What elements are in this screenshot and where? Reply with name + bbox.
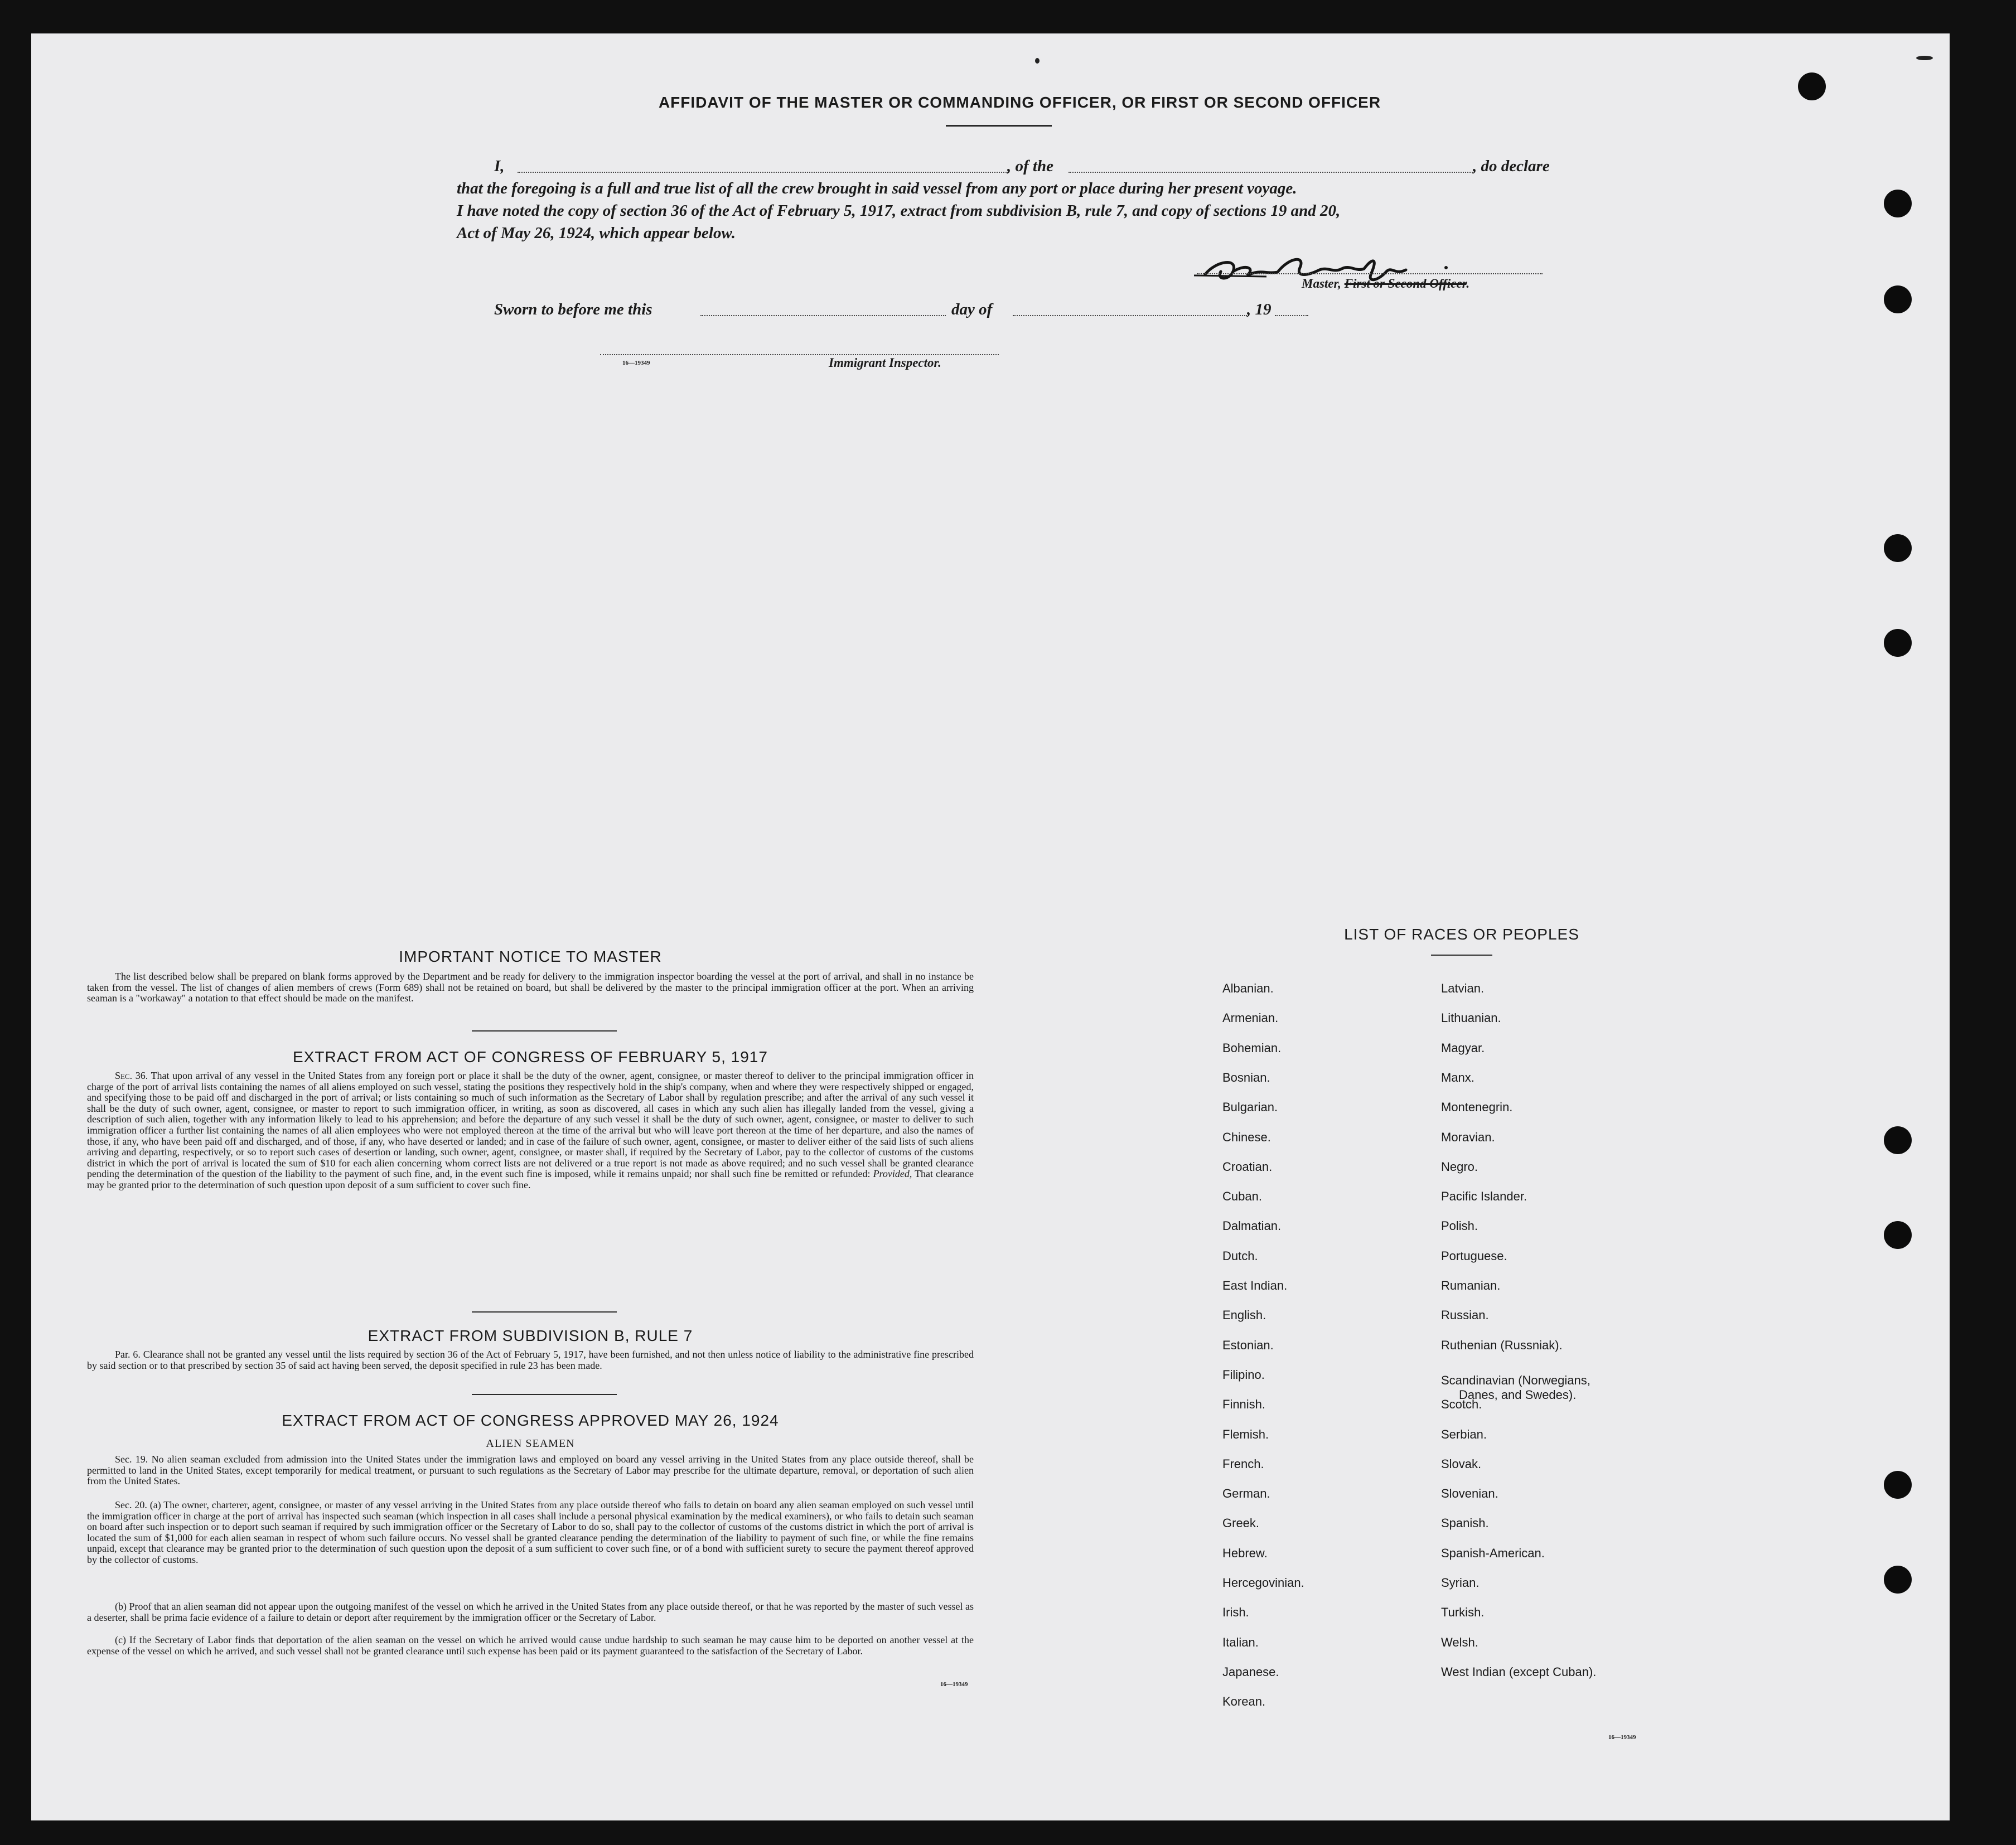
sec-20b-text: (b) Proof that an alien seaman did not appear upon the outgoing manifest of the vessel on which he arrived in the United States from any place outside thereof, or that he was reported by the master of such vessel as a deserter, shall be prima facie evidence of a failure to detain or deport after requirement by the immigration officer or the Secretary of Labor. bbox=[87, 1601, 974, 1623]
race-item: Greek. bbox=[1222, 1516, 1260, 1531]
race-item: Korean. bbox=[1222, 1694, 1266, 1709]
race-item: Irish. bbox=[1222, 1605, 1249, 1620]
race-item: Dutch. bbox=[1222, 1248, 1258, 1263]
race-item: German. bbox=[1222, 1486, 1270, 1501]
sec-36-body: That upon arrival of any vessel in the United States from any foreign port or place it shall be the duty of the owner, agent, consignee, or master thereof to deliver to the principal immigration officer in charge of the port of arrival lists containing the names of all aliens employed on such vessel, stating the positions they respectively hold in the ship's company, when and where they were respectively shipped or engaged, and specifying those to be paid off and discharged in the port of arrival; or lists containing so much of such information as the Secretary of Labor shall by regulation prescribe; and after the arrival of any such vessel it shall be the duty of such owner, agent, consignee, or master to report to such immigration officer, in writing, as soon as discovered, all cases in which any such alien has illegally landed from the vessel, giving a description of such alien, together with any information likely to lead to his apprehension; and before the departure of any such vessel it shall be the duty of such owner, agent, consignee, or master to deliver to such immigration officer a further list containing the names of all alien employees who were not employed thereon at the time of the arrival but who will leave port thereon at the time of her departure, and also the names of those, if any, who have been paid off and discharged, and of those, if any, who have deserted or landed; and in case of the failure of such owner, agent, consignee, or master to deliver either of the said lists of such aliens arriving and departing, respectively, or so to report such cases of desertion or landing, such owner, agent, consignee, or master shall, if required by the Secretary of Labor, pay to the collector of customs of the customs district in which the port of arrival is located the sum of $10 for each alien concerning whom correct lists are not delivered or a true report is not made as above required; and no such vessel shall be granted clearance pending the determination of the question of the liability to the payment of such fine, and, in the event such fine is imposed, while it remains unpaid; nor shall such fine be remitted or refunded: bbox=[87, 1070, 974, 1180]
races-title-underline bbox=[1431, 955, 1492, 956]
race-item: Syrian. bbox=[1441, 1576, 1480, 1590]
section-divider bbox=[472, 1394, 617, 1395]
affidavit-line-3: I have noted the copy of section 36 of the Act of February 5, 1917, extract from subdivision B, rule 7, and copy of sections 19 and 20, bbox=[457, 202, 1341, 220]
notice-text: The list described below shall be prepared on blank forms approved by the Department and be ready for delivery to the immigration inspector boarding the vessel at the port of arrival, and shall in no instance be taken from the vessel. The list of changes of alien members of crews (Form 689) shall not be retained on board, but shall be delivered by the master to the principal immigration officer at the port. When an arriving seaman is a "workaway" a notation to that effect should be made on the manifest. bbox=[87, 971, 974, 1004]
signature-line bbox=[1197, 273, 1543, 274]
sworn-year-blank bbox=[1275, 315, 1308, 316]
affidavit-form-number: 16—19349 bbox=[622, 360, 650, 366]
race-item: Flemish. bbox=[1222, 1427, 1269, 1441]
notice-heading: IMPORTANT NOTICE TO MASTER bbox=[399, 948, 662, 965]
sec-20a-text: Sec. 20. (a) The owner, charterer, agent, consignee, or master of any vessel arriving in the United States from any place outside thereof who fails to detain on board any alien seaman employed on such vessel until the immigration officer in charge at the port of arrival has inspected such seaman (which inspection in all cases shall include a personal physical examination by the medical examiners), or who fails to detain such seaman on board after such inspection or to deport such seaman if required by such immigration officer or the Secretary of Labor to do so, shall pay to the collector of customs of the customs district in which the port of arrival is located the sum of $1,000 for each alien seaman in respect of whom such failure occurs. No vessel shall be granted clearance pending the determination of the liability to payment of such fine, or while the fine remains unpaid, except that clearance may be granted prior to the determination of such question upon the deposit of a sum sufficient to cover such fine, or of a bond with sufficient surety to secure the payment thereof approved by the collector of customs. bbox=[87, 1499, 974, 1565]
race-item: Cuban. bbox=[1222, 1189, 1262, 1204]
proviso-text: That clearance may be granted prior to the determination of such question upon deposit of a sum sufficient to cover such fine. bbox=[87, 1168, 974, 1190]
sec-36-label: Sec. 36. bbox=[115, 1070, 148, 1081]
race-item: Russian. bbox=[1441, 1308, 1489, 1323]
inspector-signature-line bbox=[600, 354, 999, 355]
alien-seamen-subheading: ALIEN SEAMEN bbox=[486, 1437, 575, 1450]
subdivision-b-heading: EXTRACT FROM SUBDIVISION B, RULE 7 bbox=[368, 1327, 693, 1344]
sworn-day-of: day of bbox=[951, 301, 993, 318]
race-item: Magyar. bbox=[1441, 1040, 1485, 1055]
extract-1917-heading: EXTRACT FROM ACT OF CONGRESS OF FEBRUARY 5, 1917 bbox=[293, 1048, 768, 1066]
race-item: Moravian. bbox=[1441, 1130, 1495, 1144]
affidavit-line-2: that the foregoing is a full and true list of all the crew brought in said vessel from any port or place during her present voyage. bbox=[457, 180, 1297, 197]
affidavit-of-the: , of the bbox=[1007, 157, 1053, 175]
race-item: Estonian. bbox=[1222, 1338, 1274, 1352]
race-item: Rumanian. bbox=[1441, 1279, 1501, 1292]
race-item: Montenegrin. bbox=[1441, 1100, 1513, 1115]
punch-hole bbox=[1884, 534, 1912, 562]
race-item: Danes, and Swedes). bbox=[1459, 1387, 1577, 1402]
race-item: Welsh. bbox=[1441, 1635, 1478, 1649]
race-item: Italian. bbox=[1222, 1635, 1259, 1649]
race-item: Portuguese. bbox=[1441, 1248, 1507, 1263]
vessel-blank bbox=[1069, 172, 1473, 173]
race-item: Finnish. bbox=[1222, 1397, 1266, 1412]
title-underline bbox=[946, 125, 1052, 127]
race-item: Albanian. bbox=[1222, 981, 1274, 995]
race-item: Manx. bbox=[1441, 1070, 1474, 1084]
race-item: Ruthenian (Russniak). bbox=[1441, 1338, 1563, 1352]
sworn-text: Sworn to before me this bbox=[494, 301, 652, 318]
race-item: Turkish. bbox=[1441, 1605, 1485, 1620]
ink-speck bbox=[1035, 58, 1040, 64]
punch-hole bbox=[1884, 285, 1912, 313]
race-item: Japanese. bbox=[1222, 1664, 1279, 1679]
race-item: Chinese. bbox=[1222, 1130, 1271, 1144]
name-blank bbox=[518, 172, 1008, 173]
race-item: Armenian. bbox=[1222, 1011, 1279, 1025]
race-item: Bohemian. bbox=[1222, 1040, 1282, 1055]
race-item: Hebrew. bbox=[1222, 1546, 1268, 1560]
punch-hole bbox=[1798, 72, 1826, 100]
race-item: Bosnian. bbox=[1222, 1070, 1270, 1084]
extract-1917-text bbox=[87, 1071, 974, 1191]
document-sheet bbox=[31, 33, 1950, 1820]
race-item: Slovenian. bbox=[1441, 1486, 1498, 1501]
affidavit-title: AFFIDAVIT OF THE MASTER OR COMMANDING OFFICER, OR FIRST OR SECOND OFFICER bbox=[658, 94, 1381, 111]
race-item: Hercegovinian. bbox=[1222, 1576, 1304, 1590]
signature-label-master: Master, bbox=[1302, 277, 1345, 290]
race-item: Filipino. bbox=[1222, 1367, 1265, 1382]
signature-label-struck: First or Second Officer bbox=[1344, 277, 1467, 290]
races-form-number: 16—19349 bbox=[1608, 1734, 1636, 1741]
race-item: Lithuanian. bbox=[1441, 1011, 1501, 1025]
race-item: French. bbox=[1222, 1456, 1264, 1471]
race-item: Croatian. bbox=[1222, 1159, 1273, 1174]
punch-hole bbox=[1884, 1471, 1912, 1499]
sec-19-text: Sec. 19. No alien seaman excluded from admission into the United States under the immigration laws and employed on board any vessel arriving in the United States from any place outside thereof, shall be permitted to land in the United States, except temporarily for medical treatment, or pursuant to such regulations as the Secretary of Labor may prescribe for the ultimate departure, removal, or deportation of such alien from the United States. bbox=[87, 1454, 974, 1487]
punch-hole bbox=[1884, 629, 1912, 657]
extract-1924-heading: EXTRACT FROM ACT OF CONGRESS APPROVED MAY 26, 1924 bbox=[282, 1412, 779, 1429]
sworn-year: , 19 bbox=[1247, 301, 1272, 318]
punch-hole bbox=[1884, 1566, 1912, 1594]
race-item: Latvian. bbox=[1441, 981, 1485, 995]
section-divider bbox=[472, 1311, 617, 1313]
affidavit-line-1-i: I, bbox=[494, 157, 505, 175]
sec-20c-text: (c) If the Secretary of Labor finds that deportation of the alien seaman on the vessel on which he arrived would cause undue hardship to such seaman he may cause him to be deported on another vessel at the expense of the vessel on which he arrived, and such vessel shall not be granted clearance until such expense has been paid or its payment guaranteed to the satisfaction of the Secretary of Labor. bbox=[87, 1634, 974, 1657]
race-item: Polish. bbox=[1441, 1219, 1478, 1233]
subdivision-b-text: Par. 6. Clearance shall not be granted any vessel until the lists required by section 36 of the Act of February 5, 1917, have been furnished, and not then unless notice of liability to the administrative fine prescribed by said section or to that prescribed by section 35 of said act having been served, the deposit specified in rule 23 has been made. bbox=[87, 1349, 974, 1371]
ink-speck bbox=[1916, 56, 1933, 60]
race-item: Pacific Islander. bbox=[1441, 1189, 1527, 1204]
race-item: East Indian. bbox=[1222, 1279, 1288, 1292]
punch-hole bbox=[1884, 1221, 1912, 1249]
race-item: Scandinavian (Norwegians, bbox=[1441, 1373, 1590, 1387]
race-item: Spanish-American. bbox=[1441, 1546, 1545, 1560]
signature-label-end: . bbox=[1466, 277, 1470, 290]
punch-hole bbox=[1884, 190, 1912, 217]
race-item: Negro. bbox=[1441, 1159, 1478, 1174]
section-divider bbox=[472, 1030, 617, 1032]
proviso-label: Provided, bbox=[873, 1168, 912, 1180]
inspector-label: Immigrant Inspector. bbox=[829, 356, 941, 370]
race-item: English. bbox=[1222, 1308, 1266, 1323]
sworn-day-blank bbox=[700, 315, 946, 316]
race-item: Slovak. bbox=[1441, 1456, 1482, 1471]
race-item: West Indian (except Cuban). bbox=[1441, 1664, 1597, 1679]
punch-hole bbox=[1884, 1126, 1912, 1154]
affidavit-do-declare: , do declare bbox=[1473, 157, 1550, 175]
races-title: LIST OF RACES OR PEOPLES bbox=[1344, 926, 1579, 943]
race-item: Serbian. bbox=[1441, 1427, 1487, 1441]
race-item: Bulgarian. bbox=[1222, 1100, 1278, 1115]
signature-label bbox=[1302, 277, 1469, 291]
affidavit-line-4: Act of May 26, 1924, which appear below. bbox=[457, 224, 736, 242]
race-item: Dalmatian. bbox=[1222, 1219, 1282, 1233]
extract-form-number: 16—19349 bbox=[940, 1681, 968, 1688]
race-item: Scotch. bbox=[1441, 1397, 1482, 1412]
race-item: Spanish. bbox=[1441, 1516, 1489, 1531]
sworn-month-blank bbox=[1013, 315, 1247, 316]
